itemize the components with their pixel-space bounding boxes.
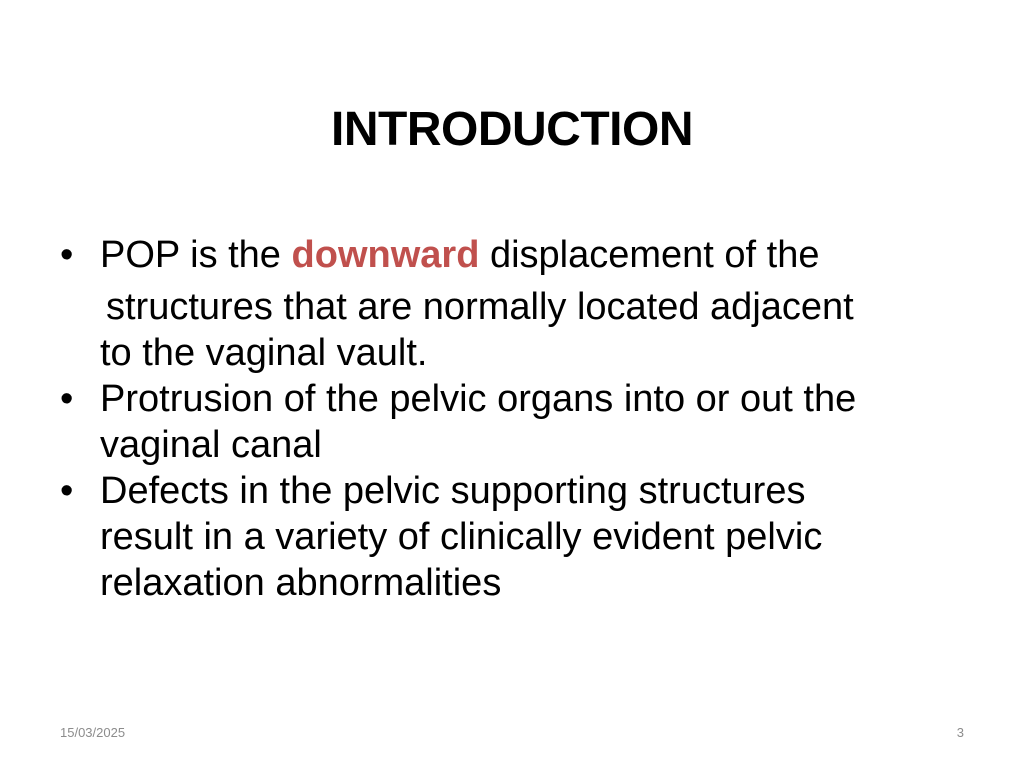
footer-date: 15/03/2025 — [60, 725, 126, 740]
page-number: 3 — [956, 725, 964, 740]
bullet-item-defects — [56, 468, 976, 606]
bullet-line: to the vaginal vault. — [100, 332, 428, 374]
bullet-line: Protrusion of the pelvic organs into or out the — [100, 378, 857, 420]
bullet-list — [56, 232, 976, 606]
emphasis-text: downward — [291, 234, 480, 276]
bullet-dot-icon: • — [60, 470, 74, 512]
bullet-text: displacement of the — [479, 234, 820, 276]
bullet-line: structures that are normally located adjacent — [106, 286, 854, 328]
bullet-dot-icon: • — [60, 378, 74, 420]
slide-title: INTRODUCTION — [331, 103, 693, 156]
bullet-item-protrusion — [56, 376, 976, 468]
bullet-line: result in a variety of clinically evident pelvic — [100, 516, 823, 558]
bullet-line: Defects in the pelvic supporting structures — [100, 470, 806, 512]
bullet-dot-icon: • — [60, 234, 74, 276]
bullet-item-definition — [56, 232, 976, 376]
bullet-line — [100, 232, 976, 278]
bullet-line: vaginal canal — [100, 424, 322, 466]
bullet-line: relaxation abnormalities — [100, 562, 502, 604]
bullet-text: POP is the — [100, 234, 292, 276]
